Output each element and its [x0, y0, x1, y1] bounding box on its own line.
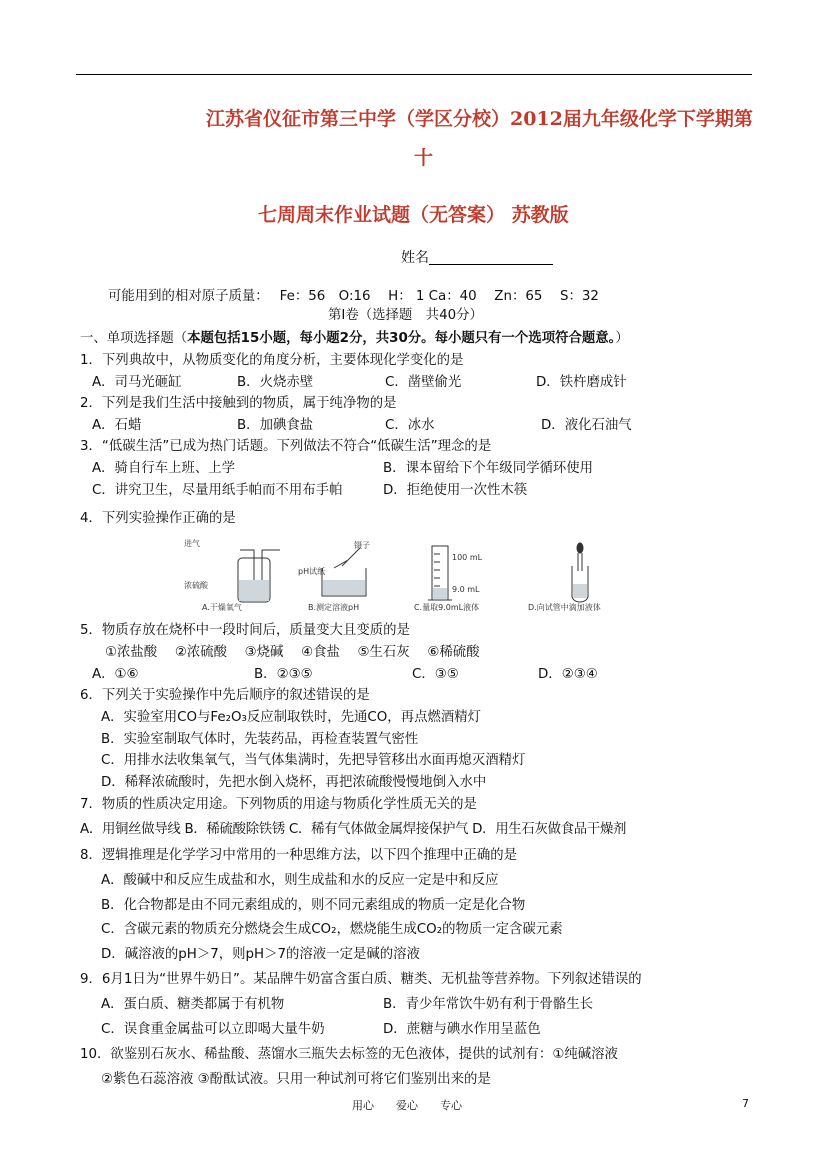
q6-option-b: B．实验室制取气体时，先装药品，再检查装置气密性 — [101, 732, 419, 747]
q3-option-c: C．讲究卫生，尽量用纸手帕而不用布手帕 — [92, 483, 343, 498]
figure-a-inlet-label: 进气 — [184, 539, 200, 548]
page-number: 7 — [742, 1097, 749, 1110]
figure-c-mark-label: 9.0 mL — [452, 585, 480, 594]
atomic-masses: 可能用到的相对原子质量： Fe：56 O:16 H： 1 Ca：40 Zn：65 S：32 — [108, 289, 599, 304]
q6-option-d: D．稀释浓硫酸时，先把水倒入烧杯，再把浓硫酸慢慢地倒入水中 — [101, 775, 487, 790]
q8-option-d: D．碱溶液的pH＞7，则pH＞7的溶液一定是碱的溶液 — [101, 947, 420, 962]
q5-option-b: B．②③⑤ — [254, 667, 313, 682]
q9-option-b: B．青少年常饮牛奶有利于骨骼生长 — [383, 997, 594, 1012]
figure-d-dropper — [572, 543, 588, 602]
figure-c-top-label: 100 mL — [452, 553, 483, 562]
q9-option-a: A．蛋白质、糖类都属于有机物 — [101, 997, 285, 1012]
q1-option-d: D．铁杵磨成针 — [536, 375, 627, 390]
q2-option-a: A．石蜡 — [92, 418, 142, 433]
q8-option-c: C．含碳元素的物质充分燃烧会生成CO₂，燃烧能生成CO₂的物质一定含碳元素 — [101, 922, 563, 937]
figure-a-caption: A.干燥氧气 — [202, 603, 242, 612]
q10-continuation: ②紫色石蕊溶液 ③酚酞试液。只用一种试剂可将它们鉴别出来的是 — [101, 1072, 491, 1087]
section1-bold: 本题包括15小题，每小题2分，共30分。每小题只有一个选项符合题意。 — [187, 331, 616, 346]
doc-title-line1: 江苏省仪征市第三中学（学区分校）2012届九年级化学下学期第 — [206, 108, 753, 130]
q3-option-d: D．拒绝使用一次性木筷 — [383, 483, 528, 498]
q1-option-c: C．凿壁偷光 — [385, 375, 462, 390]
figure-b-paper-label: pH试纸 — [298, 567, 326, 576]
doc-title-line2: 十 — [414, 147, 434, 169]
q3-stem: 3．“低碳生活”已成为热门话题。下列做法不符合“低碳生活”理念的是 — [80, 439, 492, 454]
q2-option-b: B．加碘食盐 — [237, 418, 314, 433]
name-field — [401, 250, 553, 266]
q6-option-c: C．用排水法收集氧气，当气体集满时，先把导管移出水面再熄灭酒精灯 — [101, 753, 526, 768]
q7-stem: 7．物质的性质决定用途。下列物质的用途与物质化学性质无关的是 — [80, 797, 477, 812]
q9-stem: 9．6月1日为“世界牛奶日”。某品牌牛奶富含蛋白质、糖类、无机盐等营养物。下列叙述错误的 — [80, 972, 642, 987]
name-blank[interactable] — [429, 264, 553, 265]
section1-heading — [80, 331, 629, 347]
figure-a-drying-gas — [238, 550, 280, 602]
q9-option-c: C．误食重金属盐可以立即喝大量牛奶 — [101, 1022, 325, 1037]
q8-option-b: B．化合物都是由不同元素组成的，则不同元素组成的物质一定是化合物 — [101, 898, 526, 913]
q6-stem: 6．下列关于实验操作中先后顺序的叙述错误的是 — [80, 688, 370, 703]
q4-stem: 4．下列实验操作正确的是 — [80, 511, 236, 526]
q4-figures — [182, 538, 642, 614]
q9-option-d: D．蔗糖与碘水作用呈蓝色 — [383, 1022, 541, 1037]
q2-option-c: C．冰水 — [385, 418, 435, 433]
q8-stem: 8．逻辑推理是化学学习中常用的一种思维方法，以下四个推理中正确的是 — [80, 848, 518, 863]
section-title: 第Ⅰ卷（选择题 共40分） — [328, 308, 483, 323]
section1-prefix: 一、单项选择题（ — [80, 331, 188, 346]
section1-suffix: ） — [615, 331, 629, 346]
q5-option-a: A．①⑥ — [92, 667, 139, 682]
figure-d-caption: D.向试管中滴加液体 — [528, 603, 601, 612]
q5-option-c: C．③⑤ — [412, 667, 459, 682]
q8-option-a: A．酸碱中和反应生成盐和水，则生成盐和水的反应一定是中和反应 — [101, 873, 499, 888]
q3-option-a: A．骑自行车上班、上学 — [92, 461, 236, 476]
q3-option-b: B．课本留给下个年级同学循环使用 — [383, 461, 594, 476]
q1-option-b: B．火烧赤壁 — [237, 375, 314, 390]
q1-option-a: A．司马光砸缸 — [92, 375, 182, 390]
q5-option-d: D．②③④ — [538, 667, 598, 682]
q4-figures-svg — [182, 538, 642, 614]
figure-b-tweezers-label: 镊子 — [354, 541, 370, 550]
q5-stem: 5．物质存放在烧杯中一段时间后，质量变大且变质的是 — [80, 623, 410, 638]
name-label: 姓名 — [401, 250, 429, 266]
q10-stem: 10．欲鉴别石灰水、稀盐酸、蒸馏水三瓶失去标签的无色液体，提供的试剂有：①纯碱溶液 — [80, 1047, 618, 1062]
q1-stem: 1．下列典故中，从物质变化的角度分析，主要体现化学变化的是 — [80, 353, 464, 368]
figure-c-caption: C.量取9.0mL液体 — [414, 603, 480, 612]
q2-stem: 2．下列是我们生活中接触到的物质，属于纯净物的是 — [80, 396, 397, 411]
doc-title-line3: 七周周末作业试题（无答案） 苏教版 — [258, 204, 569, 226]
q6-option-a: A．实验室用CO与Fe₂O₃反应制取铁时，先通CO，再点燃酒精灯 — [101, 710, 482, 725]
figure-a-acid-label: 浓硫酸 — [184, 581, 208, 590]
header-rule — [76, 74, 752, 75]
q2-option-d: D．液化石油气 — [541, 418, 632, 433]
q5-items: ①浓盐酸 ②浓硫酸 ③烧碱 ④食盐 ⑤生石灰 ⑥稀硫酸 — [105, 645, 480, 660]
footer-text: 用心 爱心 专心 — [352, 1099, 462, 1112]
figure-b-caption: B.测定溶液pH — [308, 603, 360, 612]
figure-c-cylinder — [428, 546, 452, 600]
q7-options: A．用铜丝做导线 B．稀硫酸除铁锈 C．稀有气体做金属焊接保护气 D．用生石灰做食品干燥剂 — [80, 822, 627, 837]
figure-b-ph-test — [322, 548, 366, 596]
